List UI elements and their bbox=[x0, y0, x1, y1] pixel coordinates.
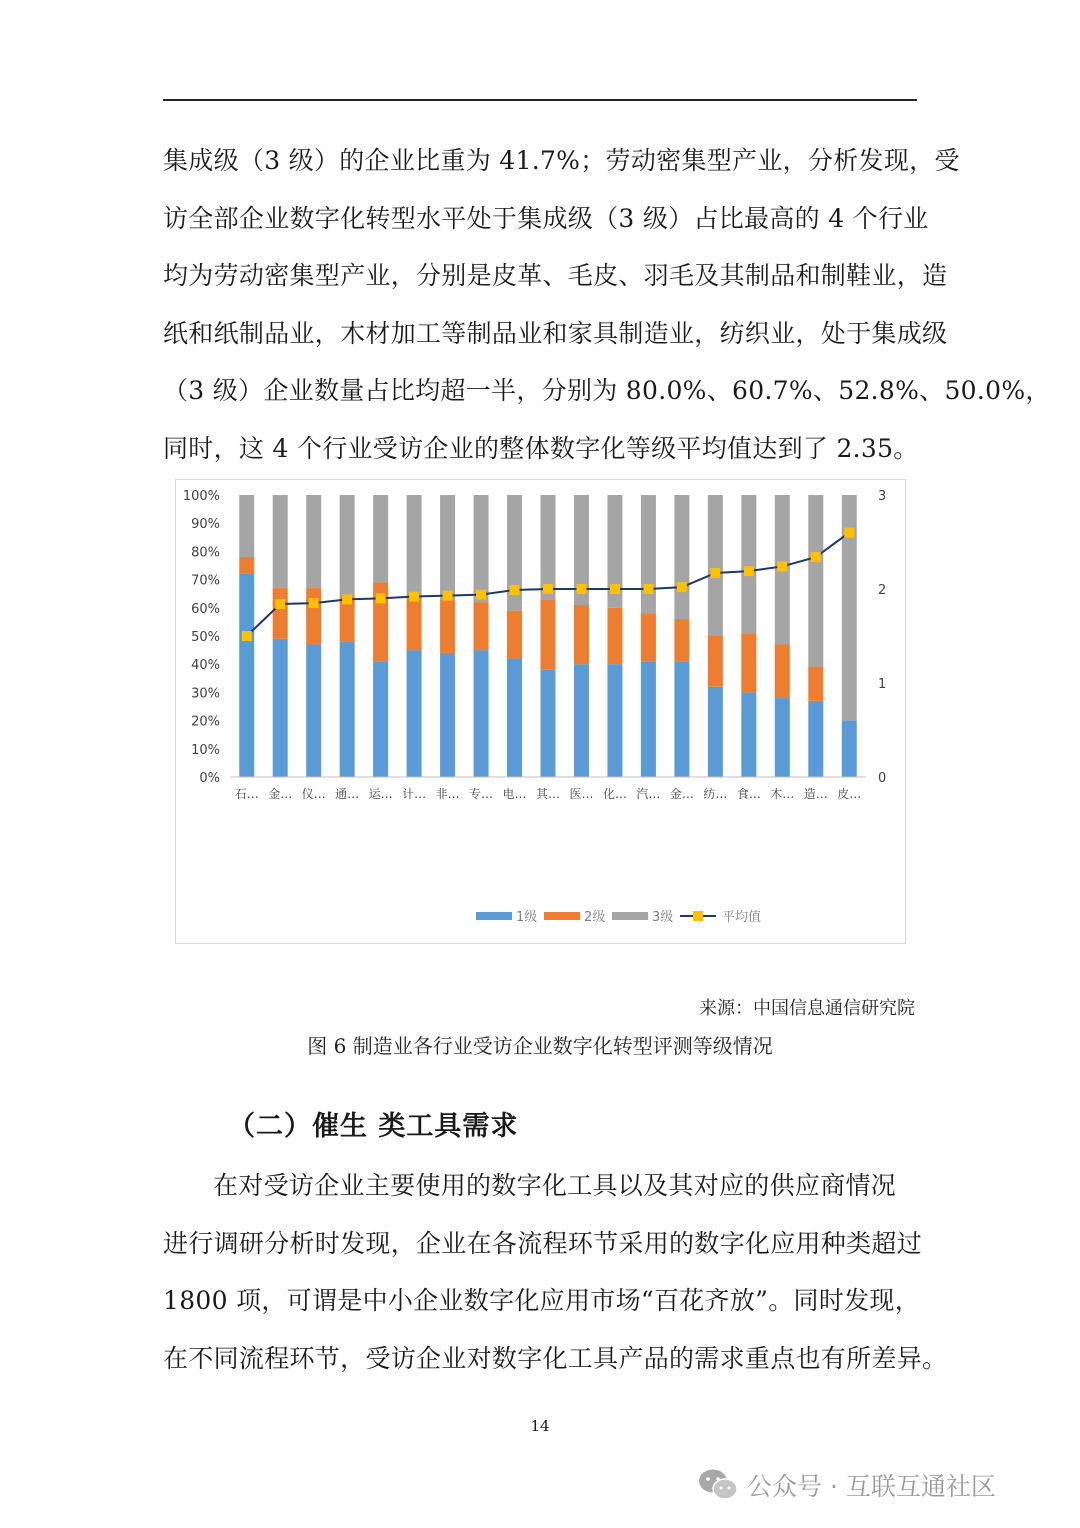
paragraph-1-line: 同时，这 4 个行业受访企业的整体数字化等级平均值达到了 2.35。 bbox=[163, 433, 919, 463]
level1-bar-segment bbox=[340, 642, 355, 777]
x-axis-tick-label: 造… bbox=[803, 787, 828, 801]
paragraph-1-line: （3 级）企业数量占比均超一半，分别为 80.0%、60.7%、52.8%、50.0%， bbox=[163, 376, 1051, 405]
left-axis-tick-label: 20% bbox=[191, 714, 220, 730]
left-axis-tick-label: 10% bbox=[191, 742, 220, 758]
average-marker bbox=[844, 528, 854, 538]
legend-marker-swatch bbox=[693, 911, 703, 921]
level1-bar-segment bbox=[273, 639, 288, 777]
level2-bar-segment bbox=[641, 613, 656, 661]
left-axis-tick-label: 40% bbox=[191, 658, 220, 674]
x-axis-tick-label: 计… bbox=[402, 787, 427, 801]
x-axis-tick-label: 石… bbox=[234, 787, 259, 801]
level2-bar-segment bbox=[741, 633, 756, 692]
level2-bar-segment bbox=[607, 608, 622, 664]
level2-bar-segment bbox=[708, 636, 723, 687]
level1-bar-segment bbox=[674, 661, 689, 777]
legend-label: 2级 bbox=[584, 910, 606, 925]
paragraph-2 bbox=[163, 1157, 948, 1387]
chart-frame bbox=[175, 479, 906, 944]
paragraph-1 bbox=[163, 132, 1051, 477]
level1-bar-segment bbox=[808, 701, 823, 777]
level1-bar-segment bbox=[842, 721, 857, 777]
level2-bar-segment bbox=[775, 644, 790, 698]
x-axis-tick-label: 化… bbox=[602, 787, 627, 801]
level3-bar-segment bbox=[741, 495, 756, 633]
x-axis-tick-label: 电… bbox=[502, 787, 527, 801]
level2-bar-segment bbox=[273, 588, 288, 639]
level2-bar-segment bbox=[507, 611, 522, 659]
average-marker bbox=[677, 582, 687, 592]
level3-bar-segment bbox=[641, 495, 656, 613]
level2-bar-segment bbox=[440, 599, 455, 653]
average-marker bbox=[576, 584, 586, 594]
level3-bar-segment bbox=[340, 495, 355, 597]
right-axis-tick-label: 1 bbox=[878, 677, 887, 692]
level2-bar-segment bbox=[808, 667, 823, 701]
x-axis-tick-label: 专… bbox=[469, 787, 494, 801]
average-marker bbox=[744, 566, 754, 576]
level2-bar-segment bbox=[574, 605, 589, 664]
average-marker bbox=[710, 568, 720, 578]
average-marker bbox=[811, 552, 821, 562]
left-axis-tick-label: 50% bbox=[191, 630, 220, 645]
left-axis-tick-label: 80% bbox=[191, 545, 220, 561]
level2-bar-segment bbox=[239, 557, 254, 574]
x-axis-tick-label: 纺… bbox=[703, 787, 728, 801]
level3-bar-segment bbox=[239, 495, 254, 557]
legend-swatch bbox=[544, 912, 580, 920]
level3-bar-segment bbox=[474, 495, 489, 602]
figure-source: 来源：中国信息通信研究院 bbox=[699, 998, 915, 1019]
level1-bar-segment bbox=[407, 650, 422, 777]
level2-bar-segment bbox=[674, 619, 689, 661]
average-marker bbox=[409, 592, 419, 602]
x-axis-tick-label: 运… bbox=[368, 787, 393, 801]
left-axis-tick-label: 30% bbox=[191, 686, 220, 702]
level2-bar-segment bbox=[306, 588, 321, 644]
header-rule bbox=[163, 99, 917, 101]
left-axis-tick-label: 60% bbox=[191, 601, 220, 617]
x-axis-tick-label: 食… bbox=[736, 787, 761, 801]
watermark bbox=[697, 1463, 996, 1507]
average-marker bbox=[510, 585, 520, 595]
level3-bar-segment bbox=[440, 495, 455, 599]
average-marker bbox=[309, 598, 319, 608]
legend-label: 平均值 bbox=[722, 910, 762, 925]
paragraph-2-line: 在不同流程环节，受访企业对数字化工具产品的需求重点也有所差异。 bbox=[163, 1343, 948, 1373]
paragraph-2-line: 1800 项，可谓是中小企业数字化应用市场“百花齐放”。同时发现， bbox=[163, 1286, 921, 1315]
level2-bar-segment bbox=[407, 597, 422, 651]
legend-label: 3级 bbox=[652, 910, 674, 925]
average-marker bbox=[610, 584, 620, 594]
average-marker bbox=[476, 590, 486, 600]
level1-bar-segment bbox=[775, 698, 790, 777]
left-axis-tick-label: 70% bbox=[191, 573, 220, 589]
average-marker bbox=[342, 594, 352, 604]
level3-bar-segment bbox=[808, 495, 823, 667]
x-axis-tick-label: 皮… bbox=[837, 787, 862, 801]
level1-bar-segment bbox=[239, 574, 254, 777]
level2-bar-segment bbox=[474, 602, 489, 650]
level1-bar-segment bbox=[607, 664, 622, 777]
x-axis-tick-label: 通… bbox=[335, 787, 360, 801]
x-axis-tick-label: 医… bbox=[569, 787, 594, 801]
level1-bar-segment bbox=[306, 644, 321, 777]
average-marker bbox=[242, 631, 252, 641]
level3-bar-segment bbox=[273, 495, 288, 588]
level3-bar-segment bbox=[407, 495, 422, 597]
left-axis-tick-label: 0% bbox=[199, 771, 220, 786]
level1-bar-segment bbox=[708, 687, 723, 777]
figure-caption: 图 6 制造业各行业受访企业数字化转型评测等级情况 bbox=[307, 1034, 773, 1058]
stacked-bar-chart bbox=[176, 480, 905, 943]
x-axis-tick-label: 非… bbox=[435, 787, 460, 801]
paragraph-1-line: 访全部企业数字化转型水平处于集成级（3 级）占比最高的 4 个行业 bbox=[163, 203, 929, 233]
paragraph-2-line: 进行调研分析时发现，企业在各流程环节采用的数字化应用种类超过 bbox=[163, 1228, 923, 1258]
legend-label: 1级 bbox=[516, 910, 538, 925]
level1-bar-segment bbox=[574, 664, 589, 777]
level1-bar-segment bbox=[507, 659, 522, 777]
legend-swatch bbox=[476, 912, 512, 920]
average-marker bbox=[443, 591, 453, 601]
x-axis-tick-label: 金… bbox=[268, 787, 293, 801]
level1-bar-segment bbox=[741, 692, 756, 777]
level1-bar-segment bbox=[440, 653, 455, 777]
level2-bar-segment bbox=[541, 599, 556, 670]
average-marker bbox=[777, 561, 787, 571]
x-axis-tick-label: 金… bbox=[669, 787, 694, 801]
x-axis-tick-label: 其… bbox=[535, 787, 561, 801]
level1-bar-segment bbox=[641, 661, 656, 777]
average-marker bbox=[643, 584, 653, 594]
paragraph-2-line: 在对受访企业主要使用的数字化工具以及其对应的供应商情况 bbox=[213, 1171, 897, 1200]
section-heading: （二）催生 类工具需求 bbox=[228, 1111, 519, 1142]
right-axis-tick-label: 3 bbox=[878, 489, 887, 504]
x-axis-tick-label: 仪… bbox=[301, 787, 326, 801]
paragraph-1-line: 集成级（3 级）的企业比重为 41.7%；劳动密集型产业，分析发现，受 bbox=[163, 146, 960, 175]
right-axis-tick-label: 2 bbox=[878, 583, 887, 598]
level3-bar-segment bbox=[708, 495, 723, 636]
average-marker bbox=[376, 593, 386, 603]
level3-bar-segment bbox=[541, 495, 556, 599]
left-axis-tick-label: 100% bbox=[182, 489, 220, 504]
average-marker bbox=[275, 599, 285, 609]
x-axis-tick-label: 汽… bbox=[636, 787, 661, 801]
level3-bar-segment bbox=[373, 495, 388, 582]
level1-bar-segment bbox=[474, 650, 489, 777]
watermark-text: 公众号 · 互联互通社区 bbox=[747, 1472, 996, 1501]
level3-bar-segment bbox=[674, 495, 689, 619]
legend-swatch bbox=[612, 912, 648, 920]
wechat-icon bbox=[697, 1467, 739, 1503]
level1-bar-segment bbox=[541, 670, 556, 777]
level1-bar-segment bbox=[373, 661, 388, 777]
page-number: 14 bbox=[530, 1417, 550, 1435]
average-marker bbox=[543, 584, 553, 594]
left-axis-tick-label: 90% bbox=[191, 517, 220, 533]
paragraph-1-line: 纸和纸制品业，木材加工等制品业和家具制造业，纺织业，处于集成级 bbox=[163, 318, 948, 348]
level3-bar-segment bbox=[306, 495, 321, 588]
x-axis-tick-label: 木… bbox=[770, 787, 795, 801]
paragraph-1-line: 均为劳动密集型产业，分别是皮革、毛皮、羽毛及其制品和制鞋业，造 bbox=[163, 261, 948, 290]
right-axis-tick-label: 0 bbox=[878, 771, 887, 786]
